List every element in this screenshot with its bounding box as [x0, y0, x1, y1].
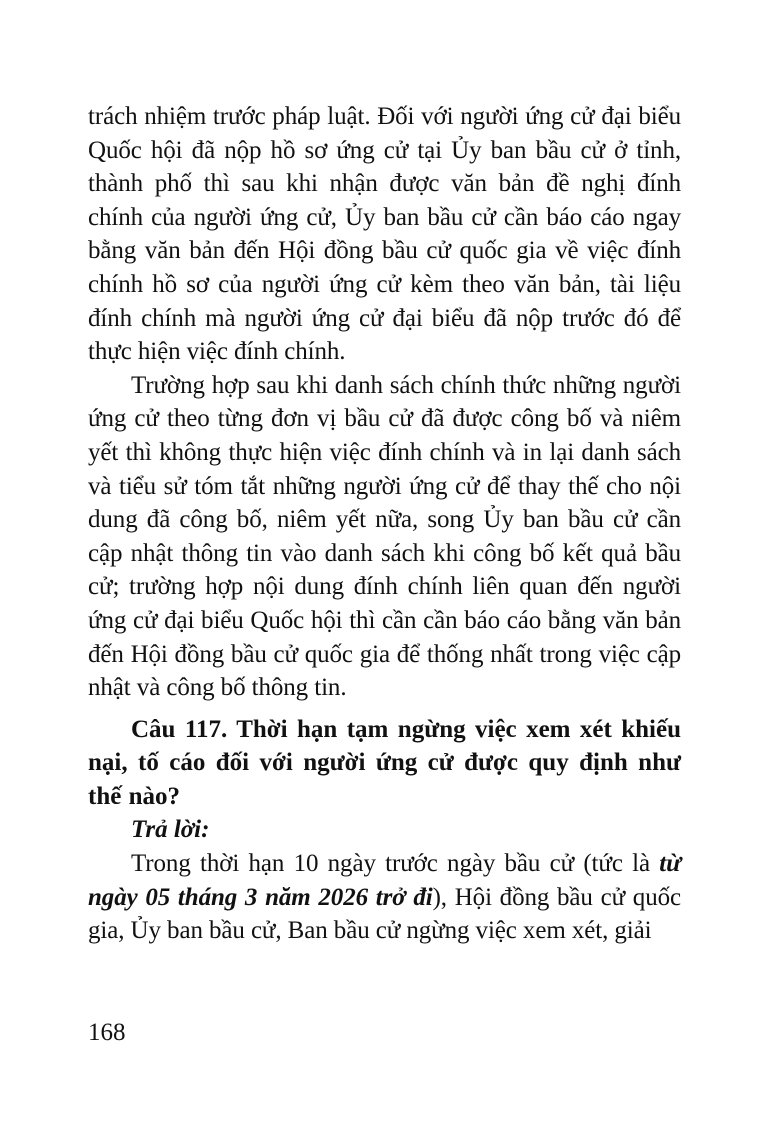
answer-text-after: ), Hội đồng bầu cử quốc gia, Ủy ban bầu cử, Ban bầu cử ngừng việc xem xét, giải: [88, 883, 681, 945]
answer-label: Trả lời:: [131, 816, 210, 844]
section-gap: [88, 705, 681, 713]
answer-paragraph: [88, 847, 681, 948]
page-number: 168: [88, 1019, 126, 1046]
page-content: [88, 100, 681, 948]
paragraph-correction-case: Trường hợp sau khi danh sách chính thức những người ứng cử theo từng đơn vị bầu cử đã được công bố và niêm yết thì không thực hiện việc đính chính và in lại danh sách và tiểu sử tóm tắt những người ứng cử để thay thế cho nội dung đã công bố, niêm yết nữa, song Ủy ban bầu cử cần cập nhật thông tin vào danh sách khi công bố kết quả bầu cử; trường hợp nội dung đính chính liên quan đến người ứng cử đại biểu Quốc hội thì cần cần báo cáo bằng văn bản đến Hội đồng bầu cử quốc gia để thống nhất trong việc cập nhật và công bố thông tin.: [88, 371, 681, 702]
question-heading: Câu 117. Thời hạn tạm ngừng việc xem xét khiếu nại, tố cáo đối với người ứng cử được quy định như thế nào?: [88, 715, 681, 810]
paragraph-continuation: trách nhiệm trước pháp luật. Đối với người ứng cử đại biểu Quốc hội đã nộp hồ sơ ứng cử tại Ủy ban bầu cử ở tỉnh, thành phố thì sau khi nhận được văn bản đề nghị đính chính của người ứng cử, Ủy ban bầu cử cần báo cáo ngay bằng văn bản đến Hội đồng bầu cử quốc gia về việc đính chính hồ sơ của người ứng cử kèm theo văn bản, tài liệu đính chính mà người ứng cử đại biểu đã nộp trước đó để thực hiện việc đính chính.: [88, 103, 681, 366]
answer-text-before: Trong thời hạn 10 ngày trước ngày bầu cử (tức là: [131, 850, 660, 878]
answer-date-emphasis: từ ngày 05 tháng 3 năm 2026 trở đi: [88, 850, 681, 911]
